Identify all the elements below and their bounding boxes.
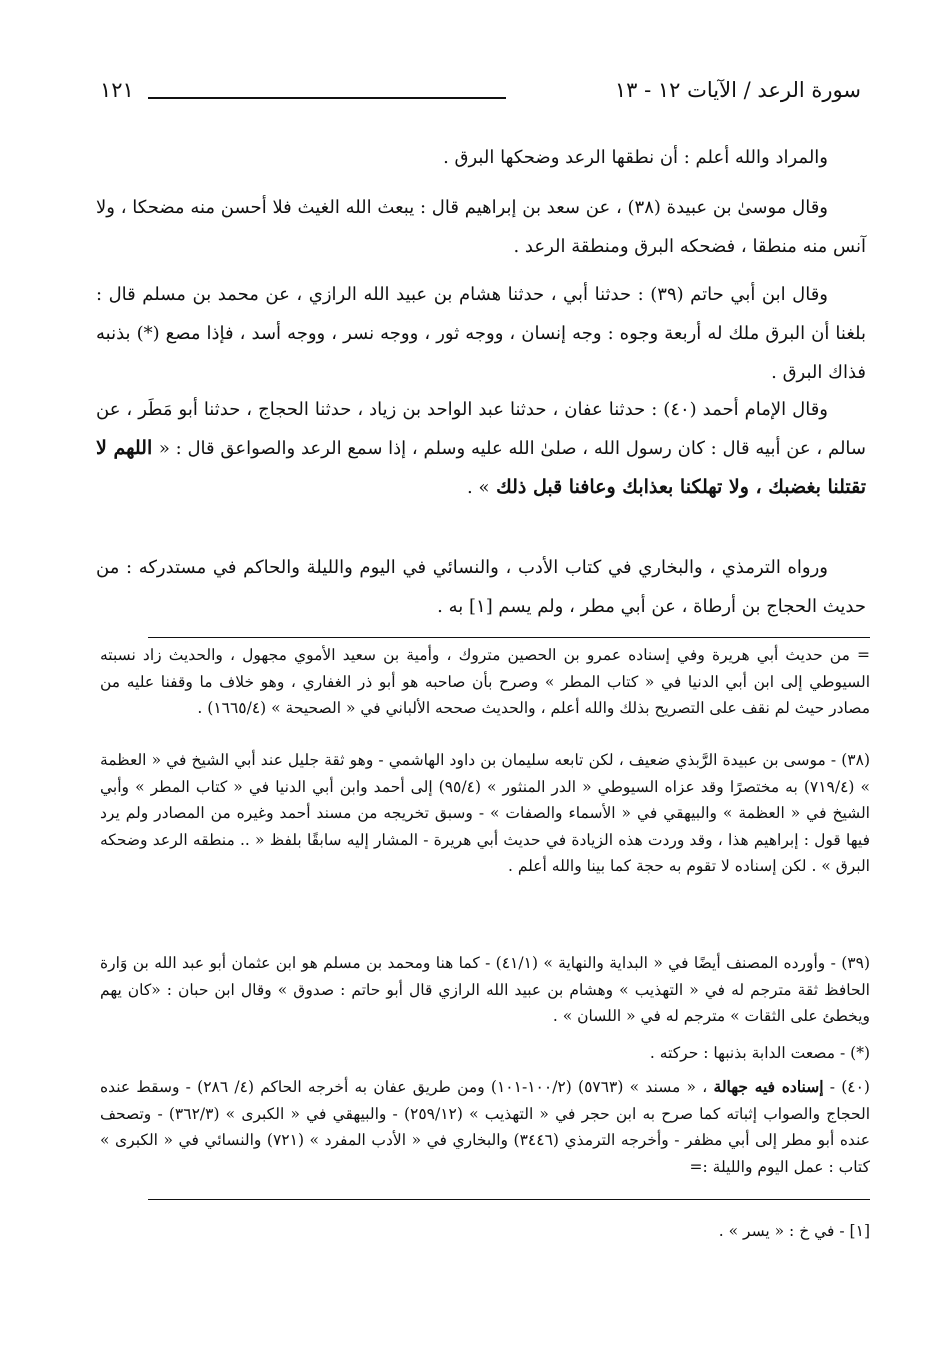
paragraph-4 (96, 390, 866, 507)
hadith-quote: اللهم لا تقتلنا بغضبك ، ولا تهلكنا بعذابك وعافنا قبل ذلك (96, 437, 866, 498)
page-number: ١٢١ (100, 78, 134, 102)
footnote-1-text: [١] - في خ : « يسر » . (718, 1222, 870, 1240)
footnote-cont-text: = من حديث أبي هريرة وفي إسناده عمرو بن الحصين متروك ، وأمية بن سعيد الأموي مجهول ، والحديث زاد نسبته السيوطي إلى ابن أبي الدنيا في « كتاب المطر » وصرح بأن صاحبه هو أبو ذر الغفاري ، وهو خلاف ما وقفنا عليه من مصادر حيث لم نقف على التصريح بذلك والله أعلم ، والحديث صححه الألباني في « الصحيحة » (١٦٦٥/٤) . (100, 646, 870, 717)
footnote-separator-2 (148, 1199, 870, 1200)
paragraph-1: والمراد والله أعلم : أن نطقها الرعد وضحكها البرق . (443, 147, 828, 168)
main-text-3 (96, 275, 866, 392)
running-header-title: سورة الرعد / الآيات ١٢ - ١٣ (614, 78, 861, 102)
main-text-5 (96, 548, 866, 626)
paragraph-3: وقال ابن أبي حاتم (٣٩) : حدثنا أبي ، حدثنا هشام بن عبيد الله الرازي ، عن محمد بن مسلم قال : بلغنا أن البرق ملك له أربعة وجوه : وجه إنسان ، ووجه ثور ، ووجه نسر ، ووجه أسد ، فإذا مصع (*) بذنبه فذاك البرق . (96, 284, 866, 383)
footnote-39 (100, 950, 870, 1030)
footnote-38-text: (٣٨) - موسى بن عبيدة الرَّبذي ضعيف ، لكن تابعه سليمان بن داود الهاشمي - وهو ثقة جليل عند أبي الشيخ في « العظمة » (٧١٩/٤) به مختصرًا وقد عزاه السيوطي « الدر المنثور » (٩٥/٤) إلى أحمد وابن أبي الدنيا في « كتاب المطر » وأبي الشيخ في « العظمة » والبيهقي في « الأسماء والصفات » - وسبق تخريجه من مسند أحمد وغيره من المصادر ولم يرد فيها قول : إبراهيم هذا ، وقد وردت هذه الزيادة في حديث أبي هريرة - المشار إليه سابقًا بلفظ « .. منطقه الرعد وضحكه البرق » . لكن إسناده لا تقوم به حجة كما بينا والله أعلم . (100, 751, 870, 875)
footnote-40 (100, 1074, 870, 1180)
footnote-40-body: ، « مسند » (٥٧٦٣) (١٠٠/٢-١٠١) ومن طريق عفان به أخرجه الحاكم (٤/ ٢٨٦) - وسقط عنده الحجاج والصواب إثباته كما صرح به ابن حجر في « التهذيب » (٢٥٩/١٢) - والبيهقي في « الكبرى » (٣٦٢/٣) - وتصحف عنده أبو مطر إلى أبي مظفر - وأخرجه الترمذي (٣٤٤٦) والبخاري في « الأدب المفرد » (٧٢١) والنسائي في « الكبرى » كتاب : عمل اليوم والليلة := (100, 1078, 870, 1176)
footnote-separator (148, 637, 870, 638)
header-rule (148, 97, 506, 99)
footnote-40-text (100, 1074, 870, 1180)
footnote-38 (100, 747, 870, 880)
paragraph-5: ورواه الترمذي ، والبخاري في كتاب الأدب ، والنسائي في اليوم والليلة والحاكم في مستدركه : من حديث الحجاج بن أرطاة ، عن أبي مطر ، ولم يسم [١] به . (96, 557, 866, 617)
footnote-40-grade: إسناده فيه جهالة (713, 1077, 824, 1096)
main-text (96, 138, 866, 177)
main-text-2 (96, 188, 866, 266)
main-text-4 (96, 390, 866, 507)
paragraph-4-text: وقال الإمام أحمد (٤٠) : حدثنا عفان ، حدثنا عبد الواحد بن زياد ، حدثنا الحجاج ، حدثنا أبو مَطَر ، عن سالم ، عن أبيه قال : كان رسول الله ، صلىٰ الله عليه وسلم ، إذا سمع الرعد والصواعق قال : « (96, 399, 866, 459)
footnote-1 (100, 1218, 870, 1245)
footnote-star (100, 1040, 870, 1067)
paragraph-4-close: » . (467, 477, 490, 498)
footnote-star-text: (*) - مصعت الدابة بذنبها : حركته . (649, 1044, 870, 1062)
footnote-40-number: (٤٠) - (823, 1078, 870, 1096)
footnote-39-text: (٣٩) - وأورده المصنف أيضًا في « البداية والنهاية » (٤١/١) - كما هنا ومحمد بن مسلم هو ابن عثمان أبو عبد الله بن وَارة الحافظ ثقة مترجم له في « التهذيب » وهشام بن عبيد الله الرازي قال أبو حاتم : صدوق » وقال ابن حبان : «كان يهم ويخطئ على الثقات » مترجم له في « اللسان » . (100, 954, 871, 1025)
footnote-continuation (100, 642, 870, 722)
paragraph-2: وقال موسىٰ بن عبيدة (٣٨) ، عن سعد بن إبراهيم قال : يبعث الله الغيث فلا أحسن منه مضحكا ، ولا آنس منه منطقا ، فضحكه البرق ومنطقة الرعد . (96, 197, 866, 257)
